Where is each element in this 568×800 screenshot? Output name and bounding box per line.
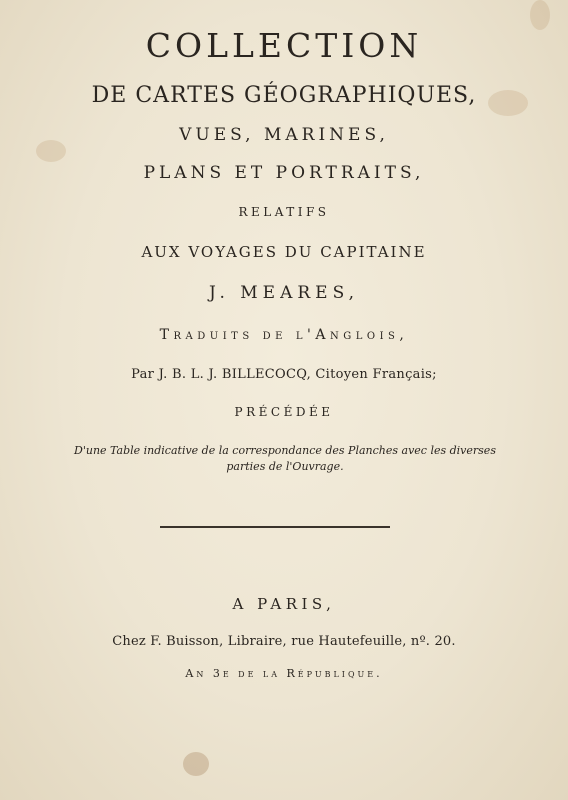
title: COLLECTION [145, 26, 423, 65]
line-plans: PLANS ET PORTRAITS, [143, 163, 425, 183]
paper-stain [530, 0, 550, 30]
line-relatifs: RELATIFS [238, 205, 330, 219]
line-voyages: AUX VOYAGES DU CAPITAINE [141, 243, 427, 261]
line-precedee: PRÉCÉDÉE [234, 405, 334, 419]
divider-rule [160, 526, 390, 528]
imprint-city: A PARIS, [232, 595, 336, 613]
translator-line: Par J. B. L. J. BILLECOCQ, Citoyen Français; [131, 367, 437, 382]
line-translated: Traduits de l'Anglois, [159, 327, 409, 343]
author-name: J. MEARES, [208, 283, 360, 303]
line-views: VUES, MARINES, [179, 125, 389, 145]
imprint-year: An 3e de la République. [185, 667, 383, 680]
table-description: D'une Table indicative de la correspondance des Planches avec les diverses parties de l'Ouvrage. [74, 444, 496, 473]
subtitle: DE CARTES GÉOGRAPHIQUES, [91, 83, 477, 108]
paper-stain [183, 752, 209, 776]
imprint-publisher: Chez F. Buisson, Libraire, rue Hautefeuille, nº. 20. [112, 634, 456, 649]
